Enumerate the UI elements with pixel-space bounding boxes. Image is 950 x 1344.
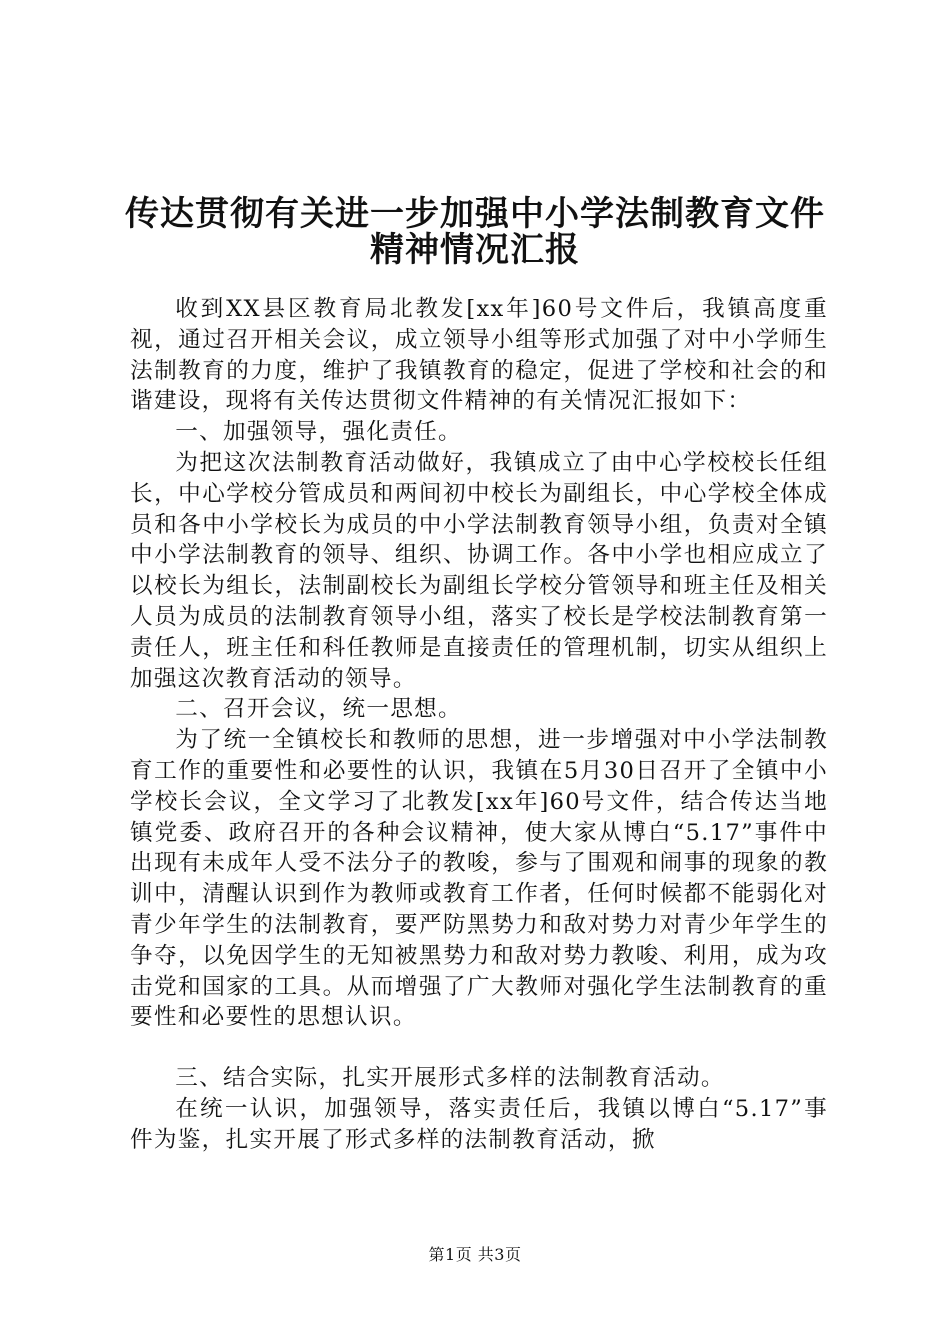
document-title-line-1: 传达贯彻有关进一步加强中小学法制教育文件 (125, 194, 825, 234)
section-heading-2: 二、召开会议，统一思想。 (175, 696, 462, 723)
section-3-paragraph: 在统一认识，加强领导，落实责任后，我镇以博白“5.17”事件为鉴，扎实开展了形式多样的法制教育活动，掀 (130, 1095, 828, 1153)
intro-paragraph: 收到XX县区教育局北教发[xx年]60号文件后，我镇高度重视，通过召开相关会议，成立领导小组等形式加强了对中小学师生法制教育的力度，维护了我镇教育的稳定，促进了学校和社会的和谐建设，现将有关传达贯彻文件精神的有关情况汇报如下： (130, 296, 828, 415)
section-heading-3: 三、结合实际，扎实开展形式多样的法制教育活动。 (175, 1065, 725, 1092)
section-heading-1: 一、加强领导，强化责任。 (175, 419, 462, 446)
section-1-paragraph: 为把这次法制教育活动做好，我镇成立了由中心学校校长任组长，中心学校分管成员和两间初中校长为副组长，中心学校全体成员和各中小学校长为成员的中小学法制教育领导小组，负责对全镇中小学法制教育的领导、组织、协调工作。各中小学也相应成立了以校长为组长，法制副校长为副组长学校分管领导和班主任及相关人员为成员的法制教育领导小组，落实了校长是学校法制教育第一责任人，班主任和科任教师是直接责任的管理机制，切实从组织上加强这次教育活动的领导。 (130, 449, 828, 692)
document-body (130, 294, 828, 1156)
page-number-footer: 第1页 共3页 (428, 1245, 522, 1264)
section-2-paragraph: 为了统一全镇校长和教师的思想，进一步增强对中小学法制教育工作的重要性和必要性的认识，我镇在5月30日召开了全镇中小学校长会议，全文学习了北教发[xx年]60号文件，结合传达当地镇党委、政府召开的各种会议精神，使大家从博白“5.17”事件中出现有未成年人受不法分子的教唆，参与了围观和闹事的现象的教训中，清醒认识到作为教师或教育工作者，任何时候都不能弱化对青少年学生的法制教育，要严防黑势力和敌对势力对青少年学生的争夺，以免因学生的无知被黑势力和敌对势力教唆、利用，成为攻击党和国家的工具。从而增强了广大教师对强化学生法制教育的重要性和必要性的思想认识。 (130, 727, 828, 1031)
document-title-line-2: 精神情况汇报 (370, 230, 580, 270)
